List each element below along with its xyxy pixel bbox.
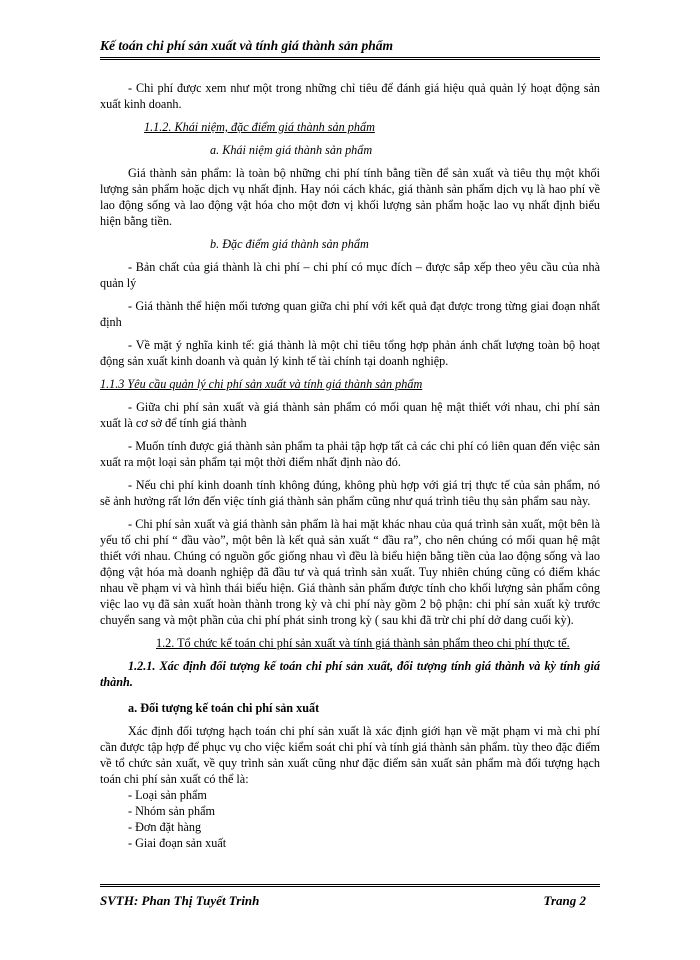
paragraph: Giá thành sản phẩm: là toàn bộ những chi phí tính bằng tiền để sản xuất và tiêu thụ một khối lượng sản phẩm hoặc dịch vụ nhất định. Hay nói cách khác, giá thành sản phẩm dịch vụ là hao phí về lao động sống và lao động vật hóa cho một đơn vị khối lượng sản phẩm hoặc lao vụ nhất định biểu hiện bằng tiền. [100,166,600,228]
page-header [100,38,600,60]
section-heading-1-1-3: 1.1.3 Yêu cầu quản lý chi phí sản xuất và tính giá thành sản phẩm [100,377,423,391]
page-footer [100,884,600,909]
paragraph: Xác định đối tượng hạch toán chi phí sản xuất là xác định giới hạn về mặt phạm vi mà chi phí cần được tập hợp để phục vụ cho việc kiểm soát chi phí và tính giá thành sản phẩm. tùy theo đặc điểm về tổ chức sản xuất, về quy trình sản xuất cũng như đặc điểm sản xuất sản phẩm mà đối tượng hạch toán chi phí sản xuất có thể là: [100,724,600,786]
paragraph: - Nếu chi phí kinh doanh tính không đúng, không phù hợp với giá trị thực tế của sản phẩm, nó sẽ ảnh hưởng rất lớn đến việc tính giá thành sản phẩm cũng như quá trình tiêu thụ sản phẩm sau này. [100,478,600,508]
section-heading-1-1-2: 1.1.2. Khái niệm, đặc điểm giá thành sản phẩm [144,120,375,134]
list-item: - Loại sản phẩm [128,788,207,802]
paragraph: - Muốn tính được giá thành sản phẩm ta phải tập hợp tất cả các chi phí có liên quan đến việc sản xuất ra một loại sản phẩm tại một thời điểm nhất định nào đó. [100,439,600,469]
page-number: Trang 2 [543,893,586,908]
list-item: - Nhóm sản phẩm [128,804,215,818]
paragraph: - Chi phí được xem như một trong những chỉ tiêu để đánh giá hiệu quả quản lý hoạt động sản xuất kinh doanh. [100,81,600,111]
subheading-b: b. Đặc điểm giá thành sản phẩm [210,237,369,251]
document-body [100,80,600,851]
paragraph: - Về mặt ý nghĩa kinh tế: giá thành là một chỉ tiêu tổng hợp phản ánh chất lượng toàn bộ hoạt động sản xuất kinh doanh và quản lý kinh tế tài chính tại doanh nghiệp. [100,338,600,368]
paragraph: - Giữa chi phí sản xuất và giá thành sản phẩm có mối quan hệ mật thiết với nhau, chi phí sản xuất là cơ sở để tính giá thành [100,400,600,430]
list-item: - Giai đoạn sản xuất [128,836,227,850]
subheading-a: a. Khái niệm giá thành sản phẩm [210,143,373,157]
paragraph: - Giá thành thể hiện mối tương quan giữa chi phí với kết quả đạt được trong từng giai đoạn nhất định [100,299,600,329]
section-heading-1-2: 1.2. Tổ chức kế toán chi phí sản xuất và tính giá thành sản phẩm theo chi phí thực tế. [156,636,570,650]
header-title: Kế toán chi phí sản xuất và tính giá thành sản phẩm [100,38,393,53]
list-item: - Đơn đặt hàng [128,820,202,834]
section-heading-1-2-1: 1.2.1. Xác định đối tượng kế toán chi phí sản xuất, đối tượng tính giá thành và kỳ tính giá thành. [100,659,600,689]
footer-author: SVTH: Phan Thị Tuyết Trinh [100,893,260,908]
paragraph: - Bản chất của giá thành là chi phí – chi phí có mục đích – được sắp xếp theo yêu cầu của nhà quản lý [100,260,600,290]
bullet-list [100,787,600,851]
paragraph: - Chi phí sản xuất và giá thành sản phẩm là hai mặt khác nhau của quá trình sản xuất, một bên là yếu tố chi phí “ đầu vào”, một bên là kết quả sản xuất “ đầu ra”, cho nên chúng có mối quan hệ mật thiết với nhau. Chúng có nguồn gốc giống nhau vì đều là biểu hiện bằng tiền của lao động sống và lao động vật hóa mà doanh nghiệp đã đầu tư và quá trình sản xuất. Tuy nhiên chúng cũng có điểm khác nhau về phạm vi và hình thái biểu hiện. Giá thành sản phẩm được tính cho khối lượng sản phẩm công việc lao vụ đã sản xuất hoàn thành trong kỳ và chi phí này gồm 2 bộ phận: chi phí sản xuất kỳ trước chuyển sang và một phần của chi phí phát sinh trong kỳ ( sau khi đã trừ chi phí dở dang cuối kỳ). [100,517,600,627]
subheading-doi-tuong: a. Đối tượng kế toán chi phí sản xuất [128,701,320,715]
